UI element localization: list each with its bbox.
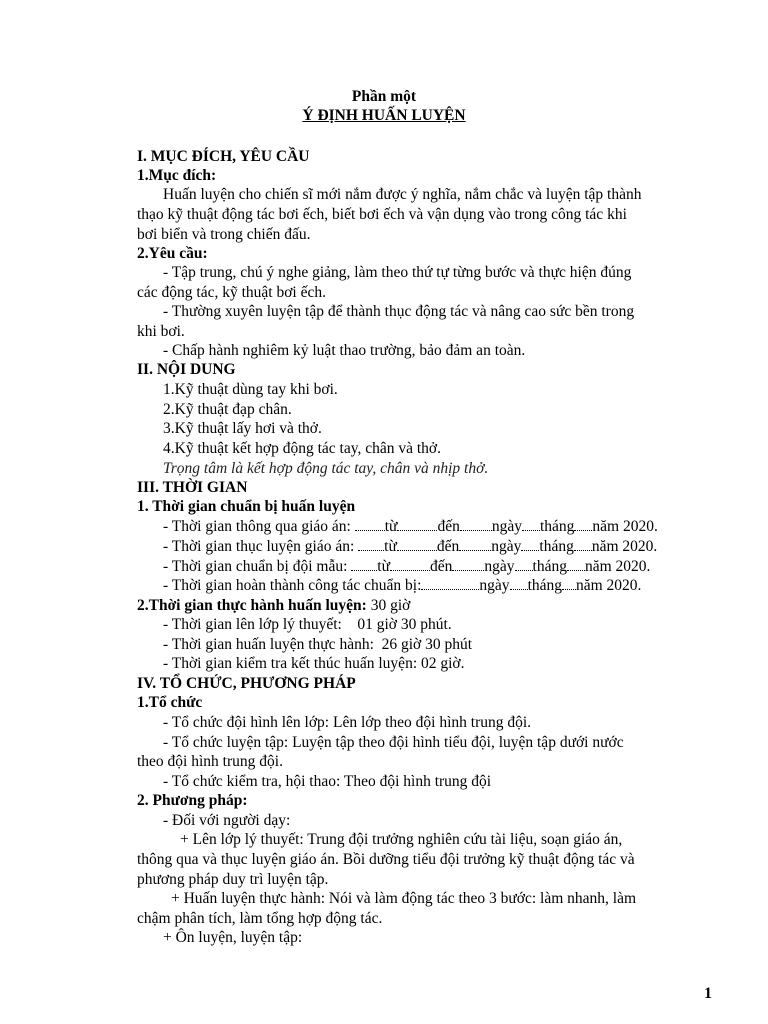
blank-field [574, 538, 592, 551]
method-2-line-2: thông qua và thục luyện giáo án. Bồi dưỡng tiểu đội trưởng kỹ thuật động tác và [137, 851, 635, 868]
section-4-heading: IV. TỔ CHỨC, PHƯƠNG PHÁP [137, 675, 356, 692]
section-3-sub-practice: 2.Thời gian thực hành huấn luyện: 30 giờ [137, 597, 411, 614]
org-2-line-1: - Tổ chức luyện tập: Luyện tập theo đội hình tiểu đội, luyện tập dưới nước [163, 734, 624, 751]
blank-field [567, 558, 585, 571]
content-item-2: 2.Kỹ thuật đạp chân. [163, 401, 292, 418]
section-1-heading: I. MỤC ĐÍCH, YÊU CẦU [137, 148, 310, 165]
part-label: Phần một [351, 88, 417, 105]
req-1-line-1: - Tập trung, chú ý nghe giảng, làm theo thứ tự từng bước và thực hiện đúng [163, 264, 632, 281]
req-2-line-1: - Thường xuyên luyện tập để thành thục động tác và nâng cao sức bền trong [163, 303, 635, 320]
content-item-1: 1.Kỹ thuật dùng tay khi bơi. [163, 381, 338, 398]
blank-field [574, 518, 592, 531]
blank-field [397, 538, 437, 551]
purpose-line-1: Huấn luyện cho chiến sĩ mới nắm được ý nghĩa, nắm chắc và luyện tập thành [163, 186, 642, 203]
method-1: - Đối với người dạy: [163, 812, 291, 829]
practice-time-2: - Thời gian huấn luyện thực hành: 26 giờ 30 phút [163, 636, 473, 653]
blank-field [452, 558, 484, 571]
section-1-sub-purpose: 1.Mục đích: [137, 167, 217, 184]
content-item-3: 3.Kỹ thuật lấy hơi và thở. [163, 420, 322, 437]
blank-field [421, 577, 479, 590]
req-1-line-2: các động tác, kỹ thuật bơi ếch. [137, 284, 326, 301]
org-1: - Tổ chức đội hình lên lớp: Lên lớp theo đội hình trung đội. [163, 714, 532, 731]
blank-field [510, 577, 528, 590]
purpose-line-2: thạo kỹ thuật động tác bơi ếch, biết bơi ếch và vận dụng vào trong công tác khi [137, 206, 627, 223]
org-2-line-2: theo đội hình trung đội. [137, 753, 283, 770]
blank-field [515, 558, 533, 571]
content-focus: Trọng tâm là kết hợp động tác tay, chân và nhịp thở. [163, 460, 489, 477]
prep-row-2: - Thời gian thục luyện giáo án: từ đến ngày tháng năm 2020. [163, 538, 658, 555]
section-4-sub-org: 1.Tổ chức [137, 694, 203, 711]
org-3: - Tổ chức kiểm tra, hội thao: Theo đội hình trung đội [163, 773, 492, 790]
req-3: - Chấp hành nghiêm kỷ luật thao trường, bảo đảm an toàn. [163, 342, 526, 359]
blank-field [397, 518, 437, 531]
prep-row-1: - Thời gian thông qua giáo án: từ đến ngày tháng năm 2020. [163, 518, 658, 535]
prep-row-4: - Thời gian hoàn thành công tác chuẩn bị: ngày tháng năm 2020. [163, 577, 642, 594]
blank-field [521, 538, 539, 551]
section-1-sub-requirements: 2.Yêu cầu: [137, 245, 208, 262]
blank-field [390, 558, 430, 571]
practice-time-3: - Thời gian kiểm tra kết thúc huấn luyện: 02 giờ. [163, 655, 465, 672]
prep-row-3: - Thời gian chuẩn bị đội mẫu: từ đến ngày tháng năm 2020. [163, 558, 651, 575]
section-3-heading: III. THỜI GIAN [137, 479, 248, 496]
req-2-line-2: khi bơi. [137, 323, 185, 340]
blank-field [358, 538, 384, 551]
blank-field [460, 518, 492, 531]
section-4-sub-method: 2. Phương pháp: [137, 792, 248, 809]
blank-field [351, 558, 377, 571]
blank-field [355, 518, 385, 531]
section-2-heading: II. NỘI DUNG [137, 361, 236, 378]
section-3-sub-prep: 1. Thời gian chuẩn bị huấn luyện [137, 498, 356, 515]
blank-field [522, 518, 540, 531]
purpose-line-3: bơi biển và trong chiến đấu. [137, 226, 311, 243]
page-number: 1 [704, 985, 712, 1002]
blank-field [459, 538, 491, 551]
method-2-line-1: + Lên lớp lý thuyết: Trung đội trưởng nghiên cứu tài liệu, soạn giáo án, [180, 831, 623, 848]
method-2-line-3: phương pháp duy trì luyện tập. [137, 871, 329, 888]
blank-field [562, 577, 576, 590]
method-3-line-1: + Huấn luyện thực hành: Nói và làm động tác theo 3 bước: làm nhanh, làm [171, 890, 637, 907]
method-3-line-2: chậm phân tích, làm tổng hợp động tác. [137, 910, 383, 927]
content-item-4: 4.Kỹ thuật kết hợp động tác tay, chân và thở. [163, 440, 441, 457]
practice-time-1: - Thời gian lên lớp lý thuyết: 01 giờ 30 phút. [163, 616, 452, 633]
page-title: Ý ĐỊNH HUẤN LUYỆN [302, 107, 466, 124]
method-4: + Ôn luyện, luyện tập: [163, 929, 303, 946]
